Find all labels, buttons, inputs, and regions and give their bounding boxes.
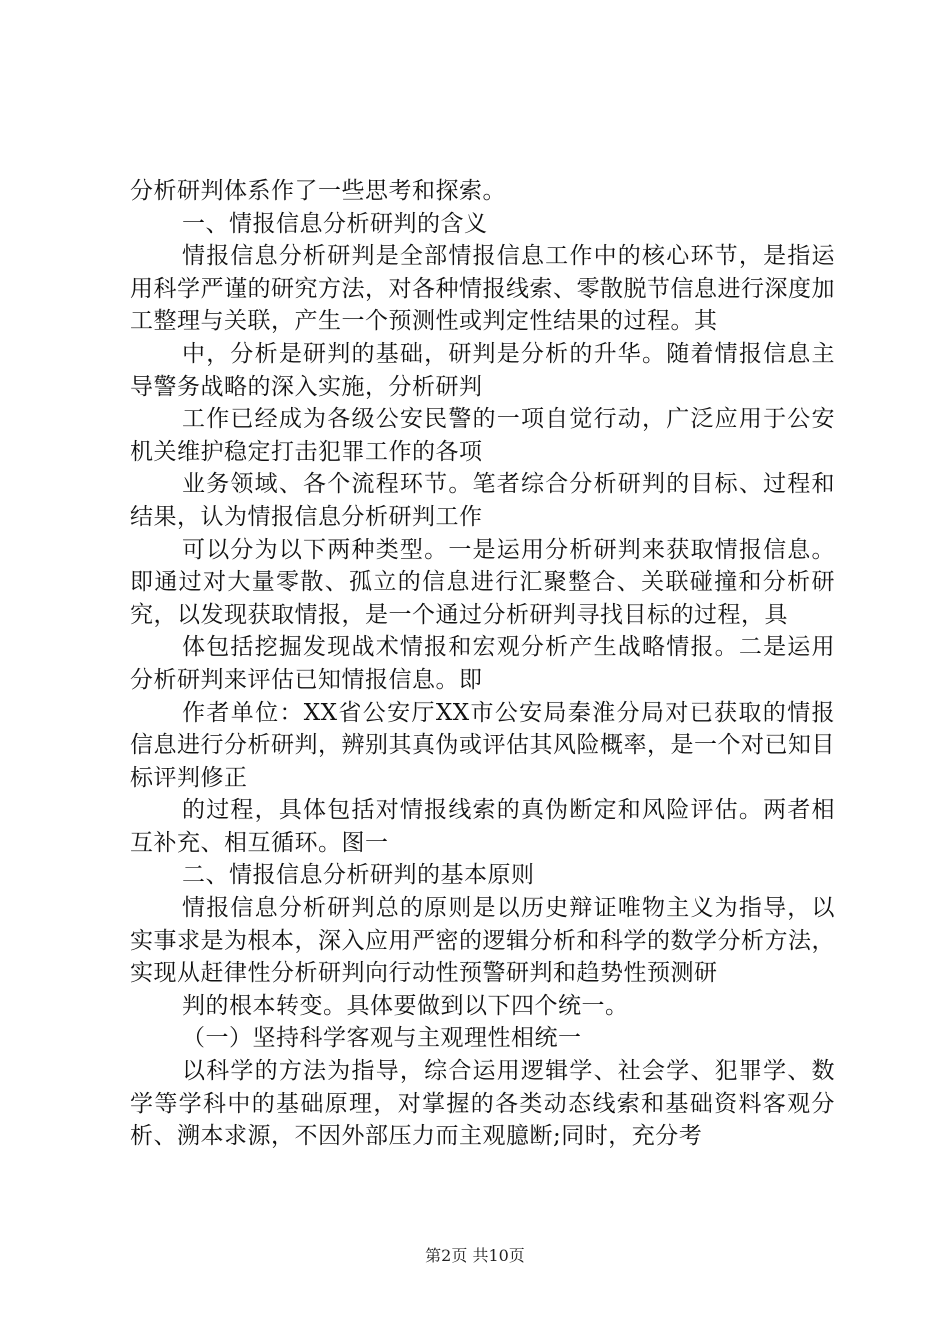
- section-heading: 一、情报信息分析研判的含义: [182, 210, 488, 237]
- paragraph: 中，分析是研判的基础，研判是分析的升华。随着情报信息主导警务战略的深入实施，分析研判: [130, 340, 835, 400]
- paragraph: 分析研判体系作了一些思考和探索。: [130, 178, 506, 204]
- subsection-heading: （一）坚持科学客观与主观理性相统一: [182, 1025, 582, 1052]
- paragraph: 作者单位：XX省公安厅XX市公安局秦淮分局对已获取的情报信息进行分析研判，辨别其真伪或评估其风险概率，是一个对已知目标评判修正: [130, 699, 835, 791]
- paragraph: 体包括挖掘发现战术情报和宏观分析产生战略情报。二是运用分析研判来评估已知情报信息。即: [130, 634, 835, 693]
- paragraph: 工作已经成为各级公安民警的一项自觉行动，广泛应用于公安机关维护稳定打击犯罪工作的各项: [130, 406, 835, 465]
- paragraph: 情报信息分析研判总的原则是以历史辩证唯物主义为指导，以实事求是为根本，深入应用严密的逻辑分析和科学的数学分析方法，实现从赶律性分析研判向行动性预警研判和趋势性预测研: [130, 895, 835, 987]
- paragraph: 的过程，具体包括对情报线索的真伪断定和风险评估。两者相互补充、相互循环。图一: [130, 797, 835, 856]
- paragraph: 判的根本转变。具体要做到以下四个统一。: [182, 992, 629, 1019]
- document-body: [130, 175, 835, 1153]
- paragraph: 情报信息分析研判是全部情报信息工作中的核心环节，是指运用科学严谨的研究方法，对各种情报线索、零散脱节信息进行深度加工整理与关联，产生一个预测性或判定性结果的过程。其: [130, 243, 835, 335]
- paragraph: 可以分为以下两种类型。一是运用分析研判来获取情报信息。即通过对大量零散、孤立的信息进行汇聚整合、关联碰撞和分析研究，以发现获取情报，是一个通过分析研判寻找目标的过程，具: [130, 536, 835, 628]
- section-heading: 二、情报信息分析研判的基本原则: [182, 862, 535, 889]
- page-footer: 第2页 共10页: [425, 1246, 525, 1265]
- paragraph: 业务领域、各个流程环节。笔者综合分析研判的目标、过程和结果，认为情报信息分析研判工作: [130, 471, 835, 530]
- paragraph: 以科学的方法为指导，综合运用逻辑学、社会学、犯罪学、数学等学科中的基础原理，对掌握的各类动态线索和基础资料客观分析、溯本求源，不因外部压力而主观臆断;同时，充分考: [130, 1058, 835, 1150]
